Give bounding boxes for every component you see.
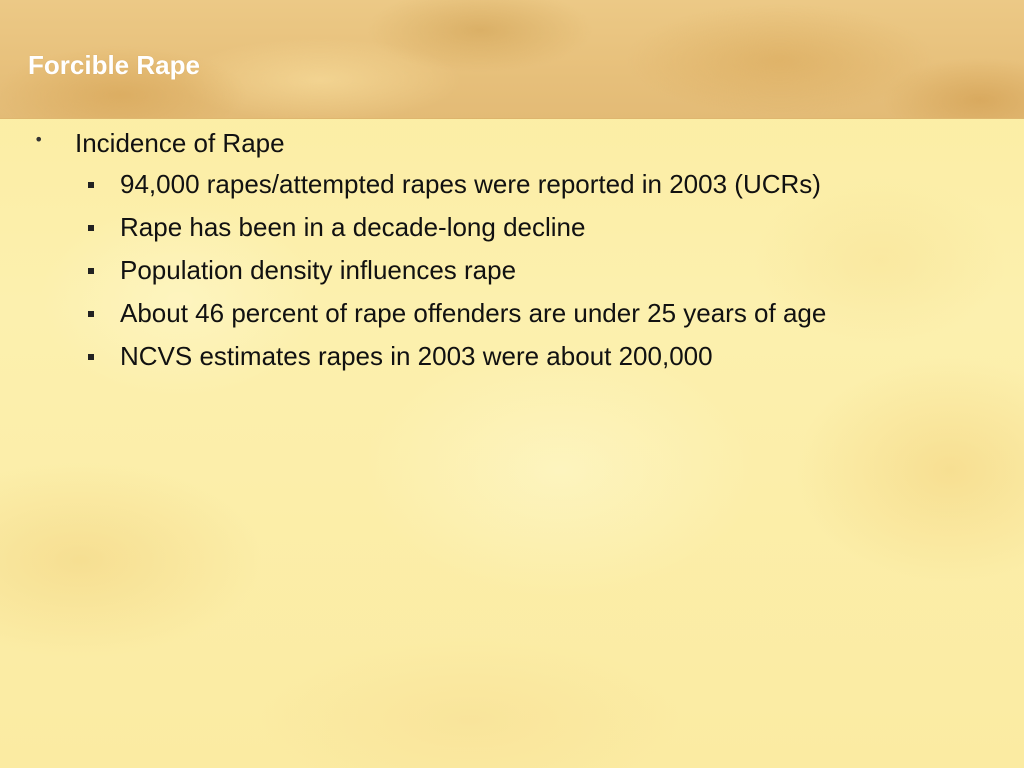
square-bullet-icon (88, 225, 94, 231)
bullet-item-level2 (0, 250, 1024, 293)
round-dot-bullet-icon: • (34, 130, 44, 149)
bullet-item-level2 (0, 207, 1024, 250)
bullet-text: Incidence of Rape (75, 128, 285, 158)
square-bullet-icon (88, 311, 94, 317)
title-band (0, 0, 1024, 119)
square-bullet-icon (88, 268, 94, 274)
slide-title: Forcible Rape (28, 50, 200, 80)
bullet-item-level2 (0, 164, 1024, 207)
square-bullet-icon (88, 182, 94, 188)
sub-bullet-text: NCVS estimates rapes in 2003 were about 200,000 (120, 341, 713, 371)
square-bullet-icon (88, 354, 94, 360)
bullet-item-level2 (0, 336, 1024, 379)
sub-bullet-text: About 46 percent of rape offenders are under 25 years of age (120, 298, 827, 328)
bullet-item-level2 (0, 293, 1024, 336)
sub-bullet-text: Population density influences rape (120, 255, 517, 285)
slide-content (0, 124, 1024, 379)
sub-bullet-text: 94,000 rapes/attempted rapes were reported in 2003 (UCRs) (120, 169, 821, 199)
bullet-item-level1 (0, 124, 1024, 164)
sub-bullet-text: Rape has been in a decade-long decline (120, 212, 586, 242)
